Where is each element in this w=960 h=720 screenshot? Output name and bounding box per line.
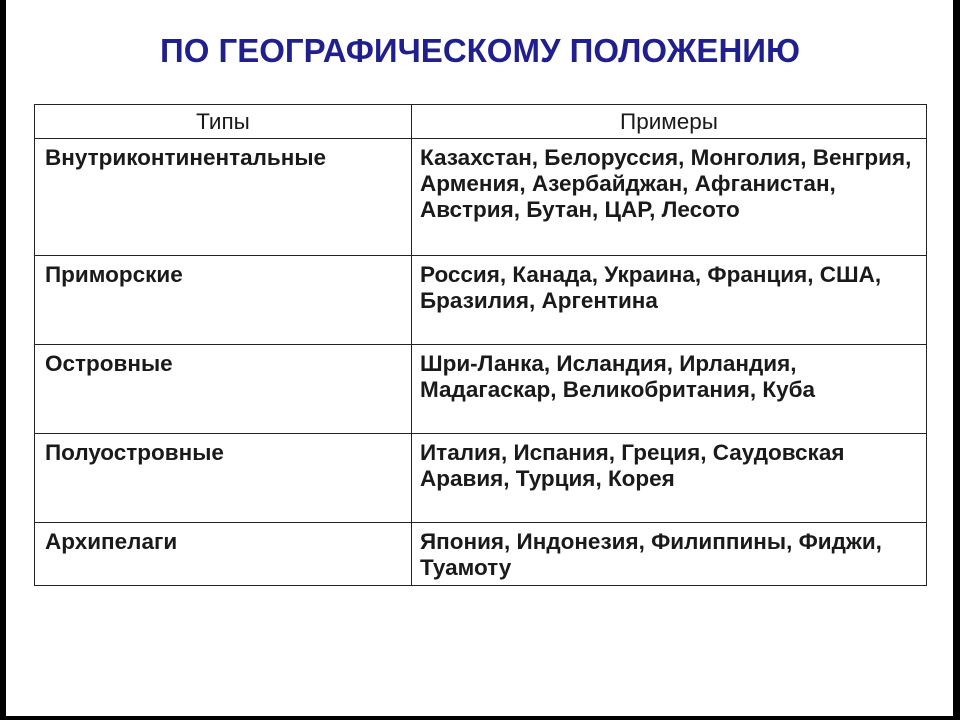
slide-title: ПО ГЕОГРАФИЧЕСКОМУ ПОЛОЖЕНИЮ [159,32,801,69]
header-examples: Примеры [412,105,927,139]
table-row [35,345,927,434]
type-cell: Архипелаги [35,523,412,586]
examples-cell: Шри-Ланка, Исландия, Ирландия, Мадагаскар, Великобритания, Куба [412,345,927,434]
table-row [35,256,927,345]
type-cell: Островные [35,345,412,434]
examples-cell: Япония, Индонезия, Филиппины, Фиджи, Туамоту [412,523,927,586]
type-cell: Внутриконтинентальные [35,139,412,256]
examples-cell: Италия, Испания, Греция, Саудовская Аравия, Турция, Корея [412,434,927,523]
table-row [35,139,927,256]
type-cell: Полуостровные [35,434,412,523]
table-header-row [35,105,927,139]
table-row [35,434,927,523]
geography-table [34,104,927,586]
type-cell: Приморские [35,256,412,345]
examples-cell: Казахстан, Белоруссия, Монголия, Венгрия, Армения, Азербайджан, Афганистан, Австрия, Бутан, ЦАР, Лесото [412,139,927,256]
table-row [35,523,927,586]
header-types: Типы [35,105,412,139]
examples-cell: Россия, Канада, Украина, Франция, США, Бразилия, Аргентина [412,256,927,345]
